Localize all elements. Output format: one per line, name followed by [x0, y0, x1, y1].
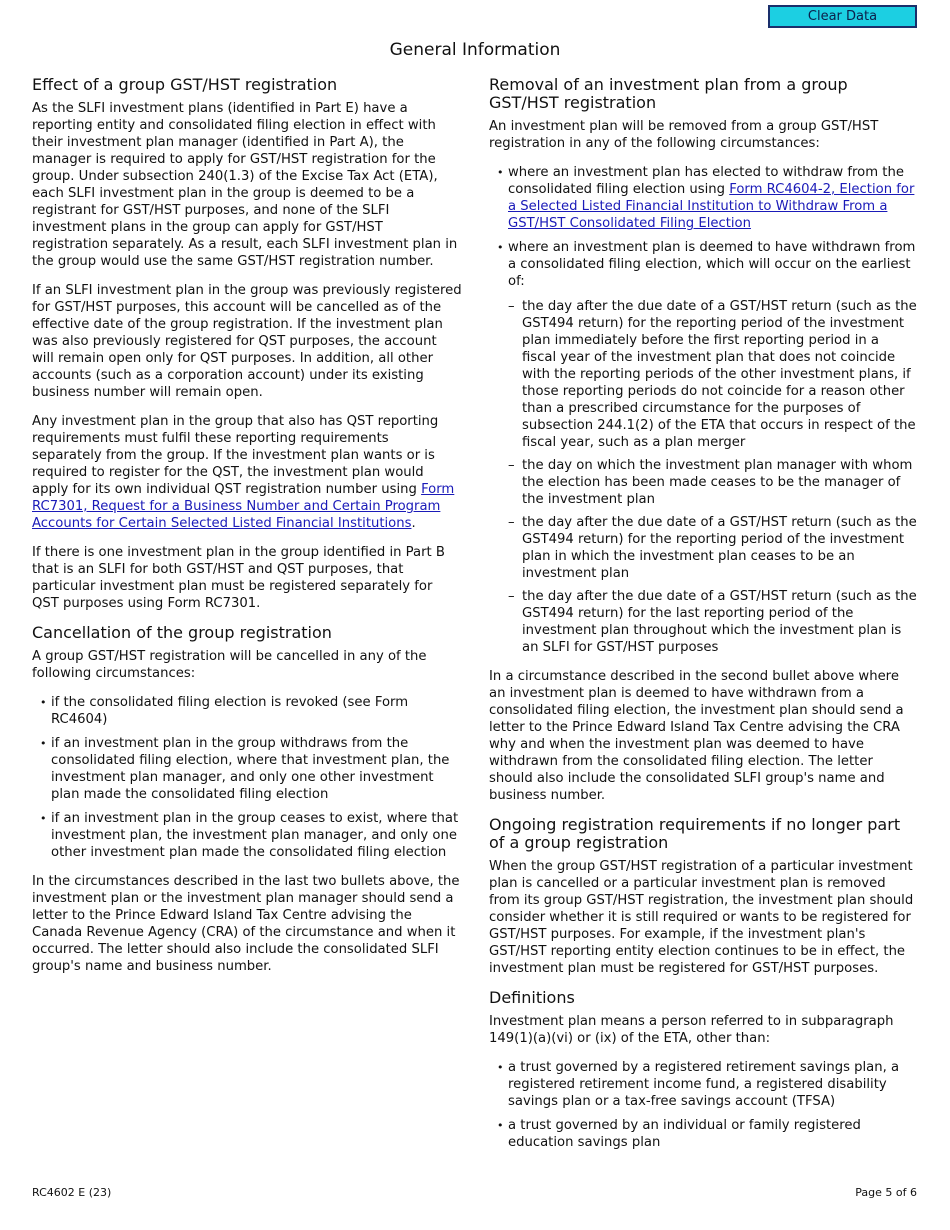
heading-effect-of-group-registration: Effect of a group GST/HST registration: [32, 75, 338, 94]
heading-cancellation-of-group-registration: Cancellation of the group registration: [32, 623, 332, 642]
cancellation-bullet-list: [32, 694, 462, 861]
dash-item: – the day after the due date of a GST/HST return (such as the GST494 return) for the reporting period of the investment plan immediately before the first reporting period in a fiscal year of the investment plan that does not coincide with the reporting periods of the other investment plans, if those reporting periods do not coincide for a reason other than a prescribed circumstance for the purposes of subsection 244.1(2) of the ETA that occurs in respect of the fiscal year, such as a plan merger: [508, 298, 917, 451]
definitions-bullet-list: [489, 1059, 917, 1151]
heading-removal-of-investment-plan: Removal of an investment plan from a group GST/HST registration: [489, 75, 848, 112]
paragraph-end: .: [411, 516, 416, 531]
dash-item: – the day after the due date of a GST/HST return (such as the GST494 return) for the last reporting period of the investment plan throughout which the investment plan is an SLFI for GST/HST purposes: [508, 588, 917, 656]
paragraph: When the group GST/HST registration of a particular investment plan is cancelled or a particular investment plan is removed from its group GST/HST registration, the investment plan should consider whether it is still required or wants to be registered for GST/HST purposes. For example, if the investment plan's GST/HST reporting entity election continues to be in effect, the investment plan must be registered for GST/HST purposes.: [489, 859, 914, 976]
clear-data-button[interactable]: Clear Data: [768, 5, 917, 28]
paragraph: In the circumstances described in the last two bullets above, the investment plan or the investment plan manager should send a letter to the Prince Edward Island Tax Centre advising the Canada Revenue Agency (CRA) of the circumstance and when it occurred. The letter should also include the consolidated SLFI group's name and business number.: [32, 874, 460, 974]
removal-bullet-list: [489, 164, 917, 656]
list-item: • if an investment plan in the group ceases to exist, where that investment plan, the investment plan manager, and only one other investment plan made the consolidated filing election: [32, 810, 462, 861]
list-item-text: where an investment plan has elected to withdraw from the consolidated filing election using: [508, 165, 904, 197]
page-title: General Information: [389, 40, 561, 60]
form-code: RC4602 E (23): [32, 1186, 112, 1199]
dash-item: – the day on which the investment plan manager with whom the election has been made ceases to be the manager of the investment plan: [508, 457, 917, 508]
heading-definitions: Definitions: [489, 988, 575, 1007]
list-item: • if the consolidated filing election is revoked (see Form RC4604): [32, 694, 462, 728]
paragraph: As the SLFI investment plans (identified in Part E) have a reporting entity and consolidated filing election in effect with their investment plan manager (identified in Part A), the manager is required to apply for GST/HST registration for the group. Under subsection 240(1.3) of the Excise Tax Act (ETA), each SLFI investment plan in the group is deemed to be a registrant for GST/HST purposes, and none of the SLFI investment plans in the group can apply for GST/HST registration separately. As a result, each SLFI investment plan in the group would use the same GST/HST registration number.: [32, 101, 458, 269]
left-column: [32, 76, 462, 987]
earliest-of-dash-list: [508, 298, 917, 656]
list-item: • if an investment plan in the group withdraws from the consolidated filing election, where that investment plan, the investment plan manager, and only one other investment plan made the consolidated filing election: [32, 735, 462, 803]
paragraph: In a circumstance described in the second bullet above where an investment plan is deemed to have withdrawn from a consolidated filing election, the investment plan should send a letter to the Prince Edward Island Tax Centre advising the CRA why and when the investment plan was deemed to have withdrawn from the consolidated filing election. The letter should also include the consolidated SLFI group's name and business number.: [489, 669, 904, 803]
list-item: [489, 164, 917, 232]
page-number: Page 5 of 6: [855, 1186, 917, 1199]
paragraph: If an SLFI investment plan in the group was previously registered for GST/HST purposes, this account will be cancelled as of the effective date of the group registration. If the investment plan was also previously registered for QST purposes, the account will remain open only for QST purposes. In addition, all other accounts (such as a corporation account) under its existing business number will remain open.: [32, 283, 462, 400]
paragraph: If there is one investment plan in the group identified in Part B that is an SLFI for both GST/HST and QST purposes, that particular investment plan must be registered separately for QST purposes using Form RC7301.: [32, 545, 445, 611]
form-rc4604-2-link[interactable]: Form RC4604-2, Election for a Selected Listed Financial Institution to Withdraw From a GST/HST Consolidated Filing Election: [508, 182, 915, 231]
paragraph-text: Any investment plan in the group that also has QST reporting requirements must fulfil these reporting requirements separately from the group. If the investment plan wants or is required to register for the QST, the investment plan would apply for its own individual QST registration number using: [32, 414, 439, 497]
list-item-text: where an investment plan is deemed to have withdrawn from a consolidated filing election, which will occur on the earliest of:: [508, 240, 916, 289]
list-item: [489, 239, 917, 656]
list-item: • a trust governed by an individual or family registered education savings plan: [489, 1117, 917, 1151]
form-rc7301-link[interactable]: Form RC7301, Request for a Business Number and Certain Program Accounts for Certain Selected Listed Financial Institutions: [32, 482, 455, 531]
paragraph: A group GST/HST registration will be cancelled in any of the following circumstances:: [32, 649, 427, 681]
paragraph: An investment plan will be removed from a group GST/HST registration in any of the following circumstances:: [489, 119, 879, 151]
list-item: • a trust governed by a registered retirement savings plan, a registered retirement income fund, a registered disability savings plan or a tax-free savings account (TFSA): [489, 1059, 917, 1110]
heading-ongoing-registration-requirements: Ongoing registration requirements if no longer part of a group registration: [489, 815, 901, 852]
paragraph: [32, 413, 462, 532]
dash-item: – the day after the due date of a GST/HST return (such as the GST494 return) for the reporting period of the investment plan in which the investment plan ceases to be an investment plan: [508, 514, 917, 582]
paragraph: Investment plan means a person referred to in subparagraph 149(1)(a)(vi) or (ix) of the ETA, other than:: [489, 1014, 894, 1046]
right-column: [489, 76, 917, 1163]
